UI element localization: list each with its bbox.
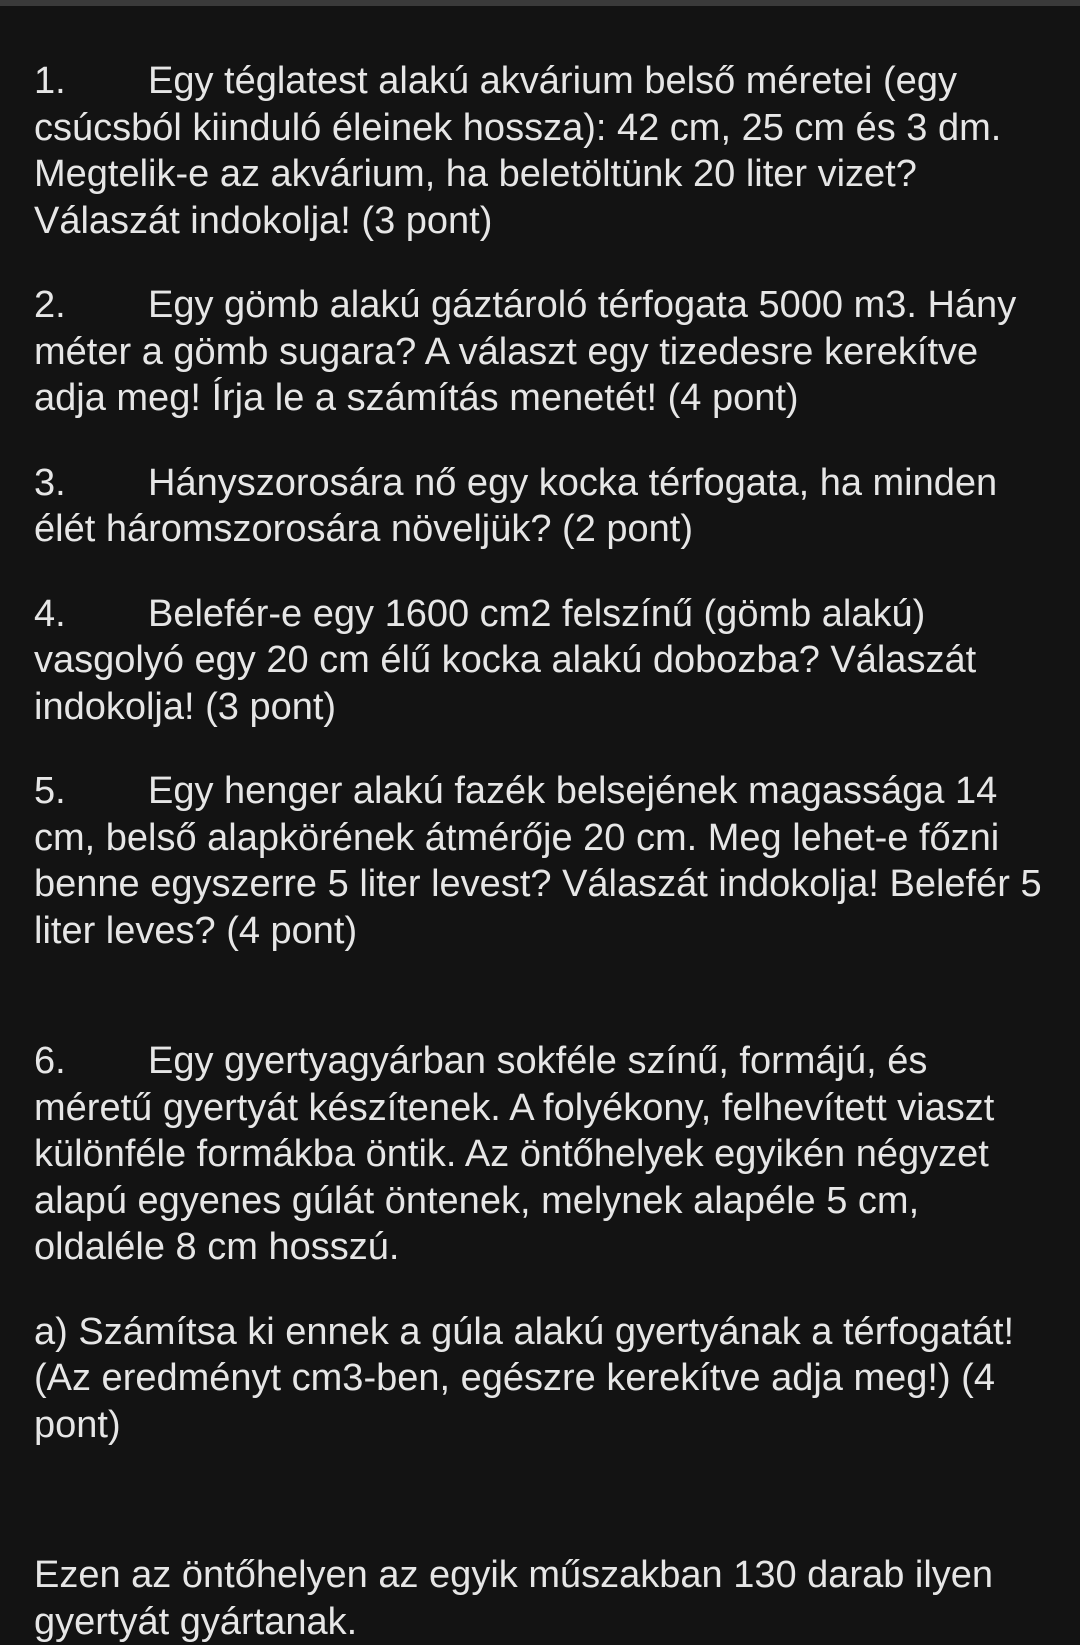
problem-6 (34, 1038, 1054, 1271)
problem-5 (34, 768, 1054, 954)
problem-3 (34, 460, 1054, 553)
problem-text: Belefér-e egy 1600 cm2 felszínű (gömb alakú) vasgolyó egy 20 cm élű kocka alakú dobozba? Válaszát indokolja! (3 pont) (34, 592, 977, 728)
top-divider (0, 0, 1080, 6)
problem-2 (34, 282, 1054, 422)
subquestion-a: a) Számítsa ki ennek a gúla alakú gyertyának a térfogatát! (Az eredményt cm3-ben, egészre kerekítve adja meg!) (4 pont) (34, 1310, 1015, 1446)
problem-number: 1. (34, 60, 66, 102)
problem-text: Hányszorosára nő egy kocka térfogata, ha minden élét háromszorosára növeljük? (2 pont) (34, 461, 998, 550)
problem-1 (34, 58, 1054, 244)
closing-text: Ezen az öntőhelyen az egyik műszakban 130 darab ilyen gyertyát gyártanak. (34, 1554, 994, 1643)
problem-number: 6. (34, 1040, 66, 1082)
problem-text: Egy henger alakú fazék belsejének magassága 14 cm, belső alapkörének átmérője 20 cm. Meg lehet-e főzni benne egyszerre 5 liter levest? Válaszát indokolja! Belefér 5 liter leves? (4 pont) (34, 770, 1042, 952)
problem-number: 5. (34, 770, 66, 812)
problem-text: Egy gyertyagyárban sokféle színű, formájú, és méretű gyertyát készítenek. A folyékony, felhevített viaszt különféle formákba öntik. Az öntőhelyek egyikén négyzet alapú egyenes gúlát öntenek, melynek alapéle 5 cm, oldaléle 8 cm hosszú. (34, 1040, 995, 1268)
problem-text: Egy gömb alakú gáztároló térfogata 5000 m3. Hány méter a gömb sugara? A választ egy tizedesre kerekítve adja meg! Írja le a számítás menetét! (4 pont) (34, 284, 1017, 419)
problem-number: 3. (34, 461, 66, 504)
problem-4 (34, 591, 1054, 731)
problem-number: 2. (34, 284, 66, 326)
document-body (34, 58, 1054, 1645)
problem-text: Egy téglatest alakú akvárium belső méretei (egy csúcsból kiinduló éleinek hossza): 42 cm, 25 cm és 3 dm. Megtelik-e az akvárium, ha beletöltünk 20 liter vizet? Válaszát indokolja! (3 pont) (34, 60, 1002, 242)
problem-number: 4. (34, 592, 66, 635)
